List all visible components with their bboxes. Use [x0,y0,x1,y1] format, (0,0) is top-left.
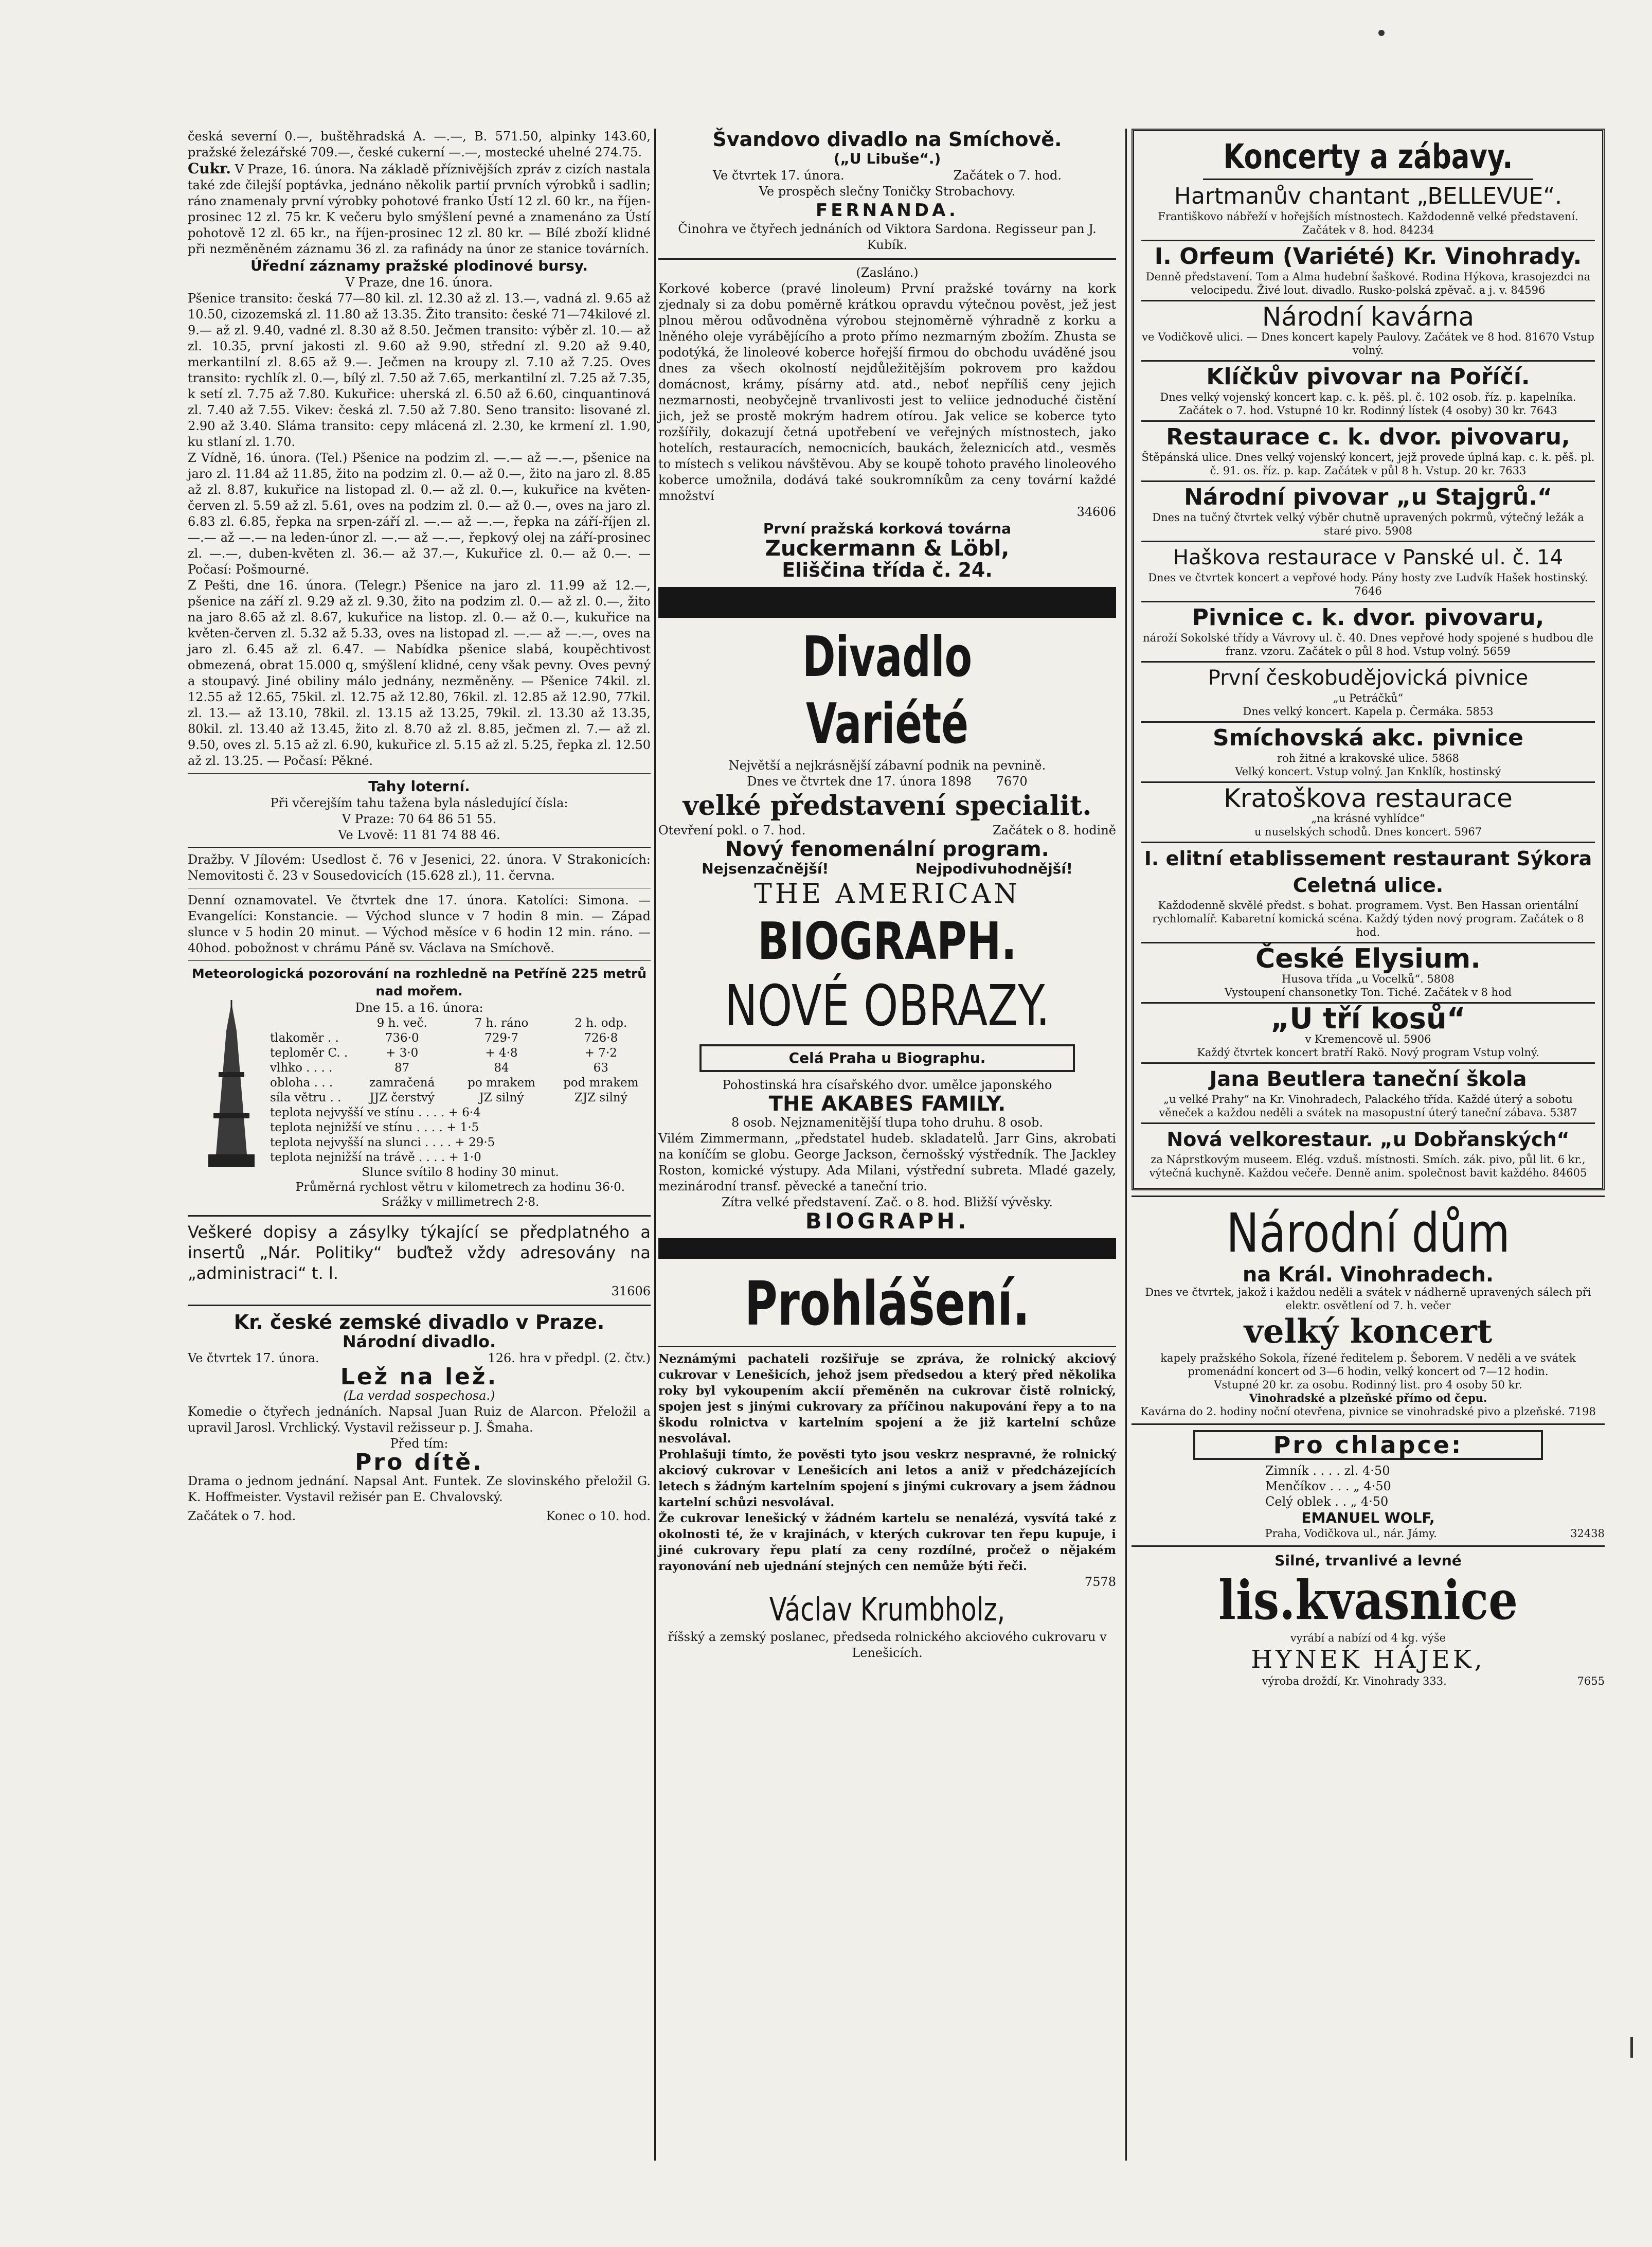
ad-line: roh žitné a krakovské ulice. 5868 [1277,752,1459,764]
meteo-extra-line: teplota nejnižší na trávě . . . . + 1·0 [270,1151,481,1164]
kvasnice-line: vyrábí a nabízí od 4 kg. výše [1290,1632,1446,1644]
meteo-row-label: síla větru . . [270,1091,342,1104]
meteo-cell: zamračená [369,1076,435,1090]
svanda-date-row [658,168,1116,184]
chlapce-title: Pro chlapce: [1273,1431,1463,1459]
svanda-date: Ve čtvrtek 17. února. [713,168,845,183]
cukr-text: V Praze, 16. února. Na základě příznivějších zpráv z cizích nastala také zde čilejší poptávka, jednáno několik partií prvních výrobků i sadlin; ráno znamenaly první výrobky pohotové franko Ústí 12 zl. 60 kr., na říjen-prosinec 12 zl. 75 kr. K večeru bylo smýšlení pevné a znamenáno za Ústí pohotově 12 zl. 65 kr., na říjen-prosinec 12 zl. 80 kr. — Bílé zboží klidné při nezměněném záznamu 36 zl. za rafinády na únor ze stanice továrních. [188,162,651,256]
divider [1132,1423,1605,1425]
divider [658,258,1116,260]
variete-host: Pohostinská hra císařského dvor. umělce japonského [722,1078,1052,1092]
meteo-extra-line: Průměrná rychlost větru v kilometrech za hodinu 36·0. [295,1181,625,1194]
ad-title: Národní kavárna [1262,302,1475,332]
theatre-play2-title: Pro dítě. [355,1449,483,1475]
ad-line: Denně představení. Tom a Alma hudební šaškové. Rodina Hýkova, krasojezdci na velocipedu. Živé lout. divadlo. Rusko-polská zpěvač. a j. v. 84596 [1145,271,1591,296]
middle-column [658,129,1116,1661]
divider [1132,1545,1605,1547]
ad-bellevue [1141,181,1595,241]
bursa-heading: Úřední záznamy pražské plodinové bursy. [250,257,588,274]
ad-kratoskova [1141,783,1595,843]
meteo-cell: 726·8 [584,1031,618,1045]
meteo-row-label: tlakoměr . . [270,1031,339,1045]
decorative-banner [658,587,1116,618]
variete-cela: Celá Praha u Biographu. [788,1049,986,1066]
variete-akabes: THE AKABES FAMILY. [768,1092,1006,1116]
prohlaseni-signature: Václav Krumbholz, [769,1591,1005,1628]
vienna-text: Z Vídně, 16. února. (Tel.) Pšenice na podzim zl. —.— až —.—, pšenice na jaro zl. 11.84 až 11.85, žito na podzim zl. 0.— až 0.—, žito na jaro zl. 8.85 až zl. 8.87, kukuřice na listopad zl. 0.— až zl. 0.—, kukuřice na květen-červen zl. 5.59 až zl. 5.61, oves na podzim zl. 0.— až 0.—, oves na jaro zl. 6.83 zl. 6.85, řepka na srpen-září zl. —.— až —.—, řepka na září-říjen zl. —.— až —.— na leden-únor zl. —.— až —.—, řepkový olej na září-prosinec zl. —.—, duben-květen zl. 36.— až 37.—, Kukuřice zl. 0.— až 0.—. — Počasí: Pošmourné. [188,451,651,577]
kvasnice-firm: HYNEK HÁJEK, [1251,1645,1485,1674]
column-rule-1 [654,129,656,2161]
variete-title: Divadlo Variété [802,625,973,756]
chlapce-address-row [1132,1527,1605,1540]
variete-line3b: Nejpodivuhodnější! [915,860,1073,877]
divider [188,1215,651,1217]
bursa-date: V Praze, dne 16. února. [345,275,493,290]
variete-biograph-2: BIOGRAPH. [805,1208,969,1234]
chlapce-number: 32438 [1570,1527,1605,1540]
variete-biograph: BIOGRAPH. [758,911,1017,971]
theatre-description-2: Drama o jednom jednání. Napsal Ant. Funtek. Ze slovinského přeložil G. K. Hoffmeister. Vystavil režisér pan E. Chvalovský. [188,1474,651,1504]
ad-u-tri-kosu [1141,1004,1595,1064]
theatre-play-subtitle: (La verdad sospechosa.) [343,1388,495,1403]
svanda-subheading: („U Libuše“.) [833,150,941,167]
drazby-text: Dražby. V Jílovém: Usedlost č. 76 v Jesenici, 22. února. V Strakonicích: Nemovitosti č. 23 v Sousedovicích (15.628 zl.), 11. června. [188,852,651,883]
ad-title: Pivnice c. k. dvor. pivovaru, [1192,604,1545,631]
korkove-firm-line2: Zuckermann & Löbl, [765,536,1010,561]
meteo-row-label: obloha . . . [270,1076,333,1090]
meteo-cell: 63 [593,1061,608,1075]
meteo-cell: po mrakem [468,1076,535,1090]
pest-text: Z Pešti, dne 16. února. (Telegr.) Pšenice na jaro zl. 11.99 až 12.—, pšenice na září zl. 9.29 až zl. 9.30, žito na podzim zl. 0.— až zl. 0.—, žito na jaro 8.65 až zl. 8.67, kukuřice na listop. zl. 0.— až 0.—, kukuřice na květen-červen zl. 5.32 až 5.33, oves na listopad zl. —.— až —.—, oves na jaro zl. 6.45 až zl. 6.47. — Nabídka pšenice slabá, koupěchtivost obmezená, obrat 15.000 q, smýšlení klidné, ceny však pevny. Oves pevný a stoupavý. Jiné obiliny málo jednány, nezměněny. — Pšenice 74kil. zl. 12.55 až 12.65, 75kil. zl. 12.75 až 12.80, 76kil. zl. 12.85 až 12.90, 77kil. zl. 13.— až 13.10, 78kil. zl. 13.15 až 13.25, 79kil. zl. 13.30 až 13.35, 80kil. zl. 13.40 až 13.45, žito zl. 8.70 až zl. 8.85, ječmen zl. 7.— až zl. 9.50, oves zl. 5.15 až zl. 6.90, kukuřice zl. 5.15 až zl. 5.25, řepka zl. 12.50 až zl. 13.25. — Počasí: Pěkné. [188,578,651,768]
lottery-lvove [188,827,651,843]
meteo-col-2: 7 h. ráno [474,1016,529,1030]
kvasnice-title: lis.kvasnice [1218,1568,1518,1632]
svanda-benefit: Ve prospěch slečny Toničky Strobachovy. [759,184,1016,199]
ad-line: Velký koncert. Vstup volný. Jan Knklík, hostinský [1235,765,1501,778]
variete-cela-box [699,1044,1075,1072]
chlapce-item: Celý oblek . . „ 4·50 [1265,1494,1389,1509]
meteo-cell: JJZ čerstvý [369,1091,435,1104]
ad-line: Každodenně skvělé předst. s bohat. programem. Vyst. Ben Hassan orientální rychlomalíř. Kabaretní komická scéna. Každý týden nový program. Začátek o 8 hod. [1152,899,1584,938]
meteo-extra-line: teplota nejnižší ve stínu . . . . + 1·5 [270,1121,479,1134]
ad-smichovska [1141,723,1595,783]
variete-american: THE AMERICAN [754,879,1020,909]
ad-title: Hartmanův chantant „BELLEVUE“. [1174,183,1563,209]
ad-title: České Elysium. [1255,943,1481,974]
variete-line2 [658,774,1116,790]
variete-8-osob: 8 osob. Nejznamenitější tlupa toho druhu. 8 osob. [731,1115,1044,1130]
variete-nove-obrazy: NOVÉ OBRAZY. [724,973,1050,1039]
meteo-extra [270,1105,651,1210]
lottery-praze-label: V Praze: [342,812,394,826]
divider [1203,179,1533,180]
ad-pivnice-dvor [1141,602,1595,663]
meteo-extra-line: teplota nejvyšší na slunci . . . . + 29·5 [270,1136,495,1149]
narodni-dum-text-1: Dnes ve čtvrtek, jakož i každou neděli a svátek v nádherně upravených sálech při elektr. osvětlení od 7. h. večer [1145,1286,1591,1312]
decorative-banner [658,1238,1116,1259]
margin-mark [1630,2037,1633,2058]
prohlaseni-title: Prohlášení. [744,1268,1030,1339]
ad-dobranskych [1141,1124,1595,1183]
chlapce-list [1265,1463,1605,1509]
theatre-before: Před tím: [390,1436,448,1451]
ad-line: Františkovo nábřeží v hořejších místnostech. Každodenně velké představení. Začátek v 8. hod. 84234 [1158,210,1578,236]
lottery-intro: Při včerejším tahu tažena byla následující čísla: [270,796,568,810]
divider [188,1305,651,1306]
meteo-cell: 729·7 [484,1031,518,1045]
svanda-start: Začátek o 7. hod. [953,168,1062,183]
meteo-cell: + 3·0 [386,1046,419,1060]
prohlaseni-signature-title: říšský a zemský poslanec, předseda rolnického akciového cukrovaru v Lenešicích. [668,1630,1107,1660]
ad-line: Každý čtvrtek koncert bratří Rakö. Nový program Vstup volný. [1197,1046,1539,1059]
korkove-number: 34606 [1076,505,1116,519]
narodni-dum-text-3: Vstupné 20 kr. za osobu. Rodinný list. pro 4 osoby 50 kr. [1214,1379,1522,1391]
ad-line: za Náprstkovým museem. Elég. vzduš. místnosti. Smích. zák. pivo, půl lit. 6 kr., výtečná kuchyně. Každou večeře. Denně anim. společnost bavit každého. 84605 [1149,1153,1587,1179]
notice-number: 31606 [611,1284,651,1298]
prohlaseni-number: 7578 [1084,1575,1116,1589]
meteo-row-label: teploměr C. . [270,1046,348,1060]
variete-zitra: Zítra velké představení. Zač. o 8. hod. Bližší vývěsky. [722,1195,1053,1209]
meteo-cell: pod mrakem [563,1076,639,1090]
lottery-lvove-label: Ve Lvově: [338,828,399,842]
ad-line: Dnes ve čtvrtek koncert a vepřové hody. Pány hosty zve Ludvík Hašek hostinský. 7646 [1148,572,1588,597]
ad-line: „na krásné vyhlídce“ [1311,812,1425,825]
meteo-col-3: 2 h. odp. [574,1016,627,1030]
variete-description: Vilém Zimmermann, „předstatel hudeb. skladatelů. Jarr Gins, akrobati na koníčím se globu. George Jackson, černošský výstředník. The Jackley Roston, komické výstupy. Ada Milani, výstřední subreta. Mladé gazely, mezinárodní transf. pěvecké a taneční trio. [658,1131,1116,1193]
chlapce-firm: EMANUEL WOLF, [1301,1509,1435,1526]
administration-notice: Veškeré dopisy a zásylky týkající se předplatného a insertů „Nár. Politiky“ buďtež vždy adresovány na „administraci“ t. l. [188,1222,651,1283]
narodni-dum-sub: na Král. Vinohradech. [1242,1263,1494,1287]
cukr-section [188,160,651,257]
meteo-extra-line: teplota nejvyšší ve stínu . . . . + 6·4 [270,1106,481,1119]
ad-line: v Kremencově ul. 5906 [1305,1033,1431,1045]
narodni-dum-text-2: kapely pražského Sokola, řízené ředitelem p. Šeborem. V neděli a ve svátek promenádní koncert od 3—6 hodin, velký koncert od 7—12 hodin. [1160,1352,1576,1378]
meteo-table [270,1016,651,1105]
ad-title: Jana Beutlera taneční škola [1209,1067,1527,1091]
prohlaseni-text-1: Neznámými pachateli rozšiřuje se zpráva, že rolnický akciový cukrovar v Lenešicích, jehož jsem předsedou a který před několika roky byl vykoupením akcií přeměněn na cukrovar čistě rolnický, spojen jest s jinými cukrovary za příčinou nakupování řepy a to na škodu rolnictva v kartelním spojení a že již kartelní schůze nesvolával. [658,1352,1116,1446]
chlapce-item: Menčíkov . . . „ 4·50 [1265,1479,1391,1493]
chlapce-title-box [1193,1430,1543,1460]
narodni-dum-text-5: Kavárna do 2. hodiny noční otevřena, pivnice se vinohradské pivo a plzeňské. 7198 [1140,1405,1596,1418]
kvasnice-number: 7655 [1577,1675,1605,1687]
ad-line: Štěpánská ulice. Dnes velký vojenský koncert, jejž provede úplná kap. c. k. pěš. pl. č. 91. os. říz. p. kap. Začátek v půl 8 h. Vstup. 20 kr. 7633 [1141,451,1595,477]
theatre-end: Konec o 10. hod. [546,1509,651,1523]
variete-start: Začátek o 8. hodině [993,823,1116,837]
meteo-block [188,1000,651,1210]
meteo-row-label: vlhko . . . . [270,1061,333,1075]
lottery-heading: Tahy loterní. [368,778,470,795]
korkove-text: Korkové koberce (pravé linoleum) První pražské továrny na kork zjednaly si za dobu poměrně krátkou opravdu výtečnou pověst, jež jest plnou měrou odůvodněna výrobou stejnoměrně výhradně z korku a lněného oleje vyrábějícího a proto přímo nezmarným zbožím. Zhusta se podotýká, že linoleové koberce hořejší firmou do obchodu uváděné jsou dnes za všech okolností nejdůležitějším pokrovem pro každou domácnost, krámy, písárny atd. atd., neboť nepříliš ceny jejich nezmarnosti, neobyčejně trvanlivosti jest to veliice jednoduché čistění jich, jež se prostě mokrým hadrem otírou. Jak velice se koberce tyto rozšířily, dokazují četná upotřebení ve veřejných místnostech, jako hotelích, restauracích, nemocnicích, baukách, železnicích atd., vesměs to místech s velikou návštěvou. Aby se koupě tohoto pravého linoleového koberce umožnila, dodává také soukromníkům za ceny tovární každé množství [658,281,1116,503]
chlapce-address: Praha, Vodičkova ul., nár. Jámy. [1265,1527,1437,1540]
narodni-dum-title: Národní dům [1226,1202,1510,1264]
market-intro: česká severní 0.—, buštěhradská A. —.—, B. 571.50, alpinky 143.60, pražské železářské 709.—, české cukerní —.—, mostecké uhelné 274.75. [188,129,651,159]
bursa-text: Pšenice transito: česká 77—80 kil. zl. 12.30 až zl. 13.—, vadná zl. 9.65 až 10.50, cizozemská zl. 11.80 až 13.35. Žito transito: české 71—74kilové zl. 9.— až zl. 9.40, vadné zl. 8.30 až 8.50. Ječmen transito: výběr zl. 10.— až zl. 10.35, první jakosti zl. 9.60 až 9.90, střední zl. 9.20 až 9.40, merkantilní zl. 8.65 až 9.—. Ječmen na kroupy zl. 7.10 až 7.25. Oves transito: rychlík zl. 0.—, bílý zl. 7.50 až 7.65, merkantilní zl. 7.25 až 7.35, k setí zl. 7.75 až 7.80. Kukuřice: uherská zl. 6.50 až 6.60, cinquantinová zl. 7.40 až 7.55. Vikev: česká zl. 7.50 až 7.80. Seno transito: lisované zl. 2.90 až 3.40. Sláma transito: cepy mlácená zl. 2.30, ke krmení zl. 1.90, ku stlaní zl. 1.70. [188,291,651,449]
meteo-date: Dne 15. a 16. února: [355,1001,483,1015]
variete-line3a: Nejsenzačnější! [702,860,829,877]
lottery-praze [188,811,651,827]
ad-title: I. elitní etablissement restaurant Sýkora Celetná ulice. [1144,847,1592,897]
theatre-times [188,1508,651,1524]
ad-elitni [1141,843,1595,943]
lottery-lvove-numbers: 11 81 74 88 46. [402,828,500,842]
ad-title: Haškova restaurace v Panské ul. č. 14 [1173,546,1564,569]
ad-title: První českobudějovická pivnice [1208,666,1529,690]
theatre-description: Komedie o čtyřech jednáních. Napsal Juan Ruiz de Alarcon. Přeložil a upravil Jarosl. Vrchlický. Vystavil režisseur p. J. Šmaha. [188,1404,651,1435]
ad-ceske-elysium [1141,943,1595,1004]
prohlaseni-text-2: Prohlašuji tímto, že pověsti tyto jsou veskrz nespravné, že rolnický akciový cukrovar v Lenešicích ani letos a aniž v předcházejících letech s žádným kartelním spojení s jinými cukrovary a jsem žádnou kartelní schůzi nesvolával. [658,1448,1116,1509]
ad-title: Kratoškova restaurace [1224,783,1513,813]
ad-line: Vystoupení chansonetky Ton. Tiché. Začátek v 8 hod [1224,986,1512,998]
meteo-cell: + 7·2 [584,1046,617,1060]
right-column [1132,129,1605,1688]
ad-line: ve Vodičkově ulici. — Dnes koncert kapely Paulovy. Začátek ve 8 hod. 81670 Vstup volný. [1142,331,1594,356]
theatre-performance: 126. hra v předpl. (2. čtv.) [488,1351,651,1365]
korkove-firm-line1: První pražská korková továrna [763,520,1012,537]
ad-beutler [1141,1064,1595,1124]
ad-title: Smíchovská akc. pivnice [1212,725,1524,751]
divider [658,1346,1116,1347]
chlapce-item: Zimník . . . . zl. 4·50 [1265,1464,1390,1478]
svanda-description: Činohra ve čtyřech jednáních od Viktora Sardona. Regisseur pan J. Kubík. [678,222,1097,252]
ad-title: Národní pivovar „u Stajgrů.“ [1184,484,1552,510]
prohlaseni-text-3: Že cukrovar lenešický v žádném kartelu se nenalézá, vysvítá také z okolnosti té, že v krajinách, v kterých cukrovar ten řepu kupuje, i jiné cukrovary řepu platí za ceny rozdílné, pročež o nějakém rayonování neb ujednání stejných cen nemůže býti řeči. [658,1511,1116,1573]
divider [1132,1196,1605,1197]
kvasnice-top: Silné, trvanlivé a levné [1274,1552,1462,1569]
petrin-tower-illustration [198,1000,265,1170]
variete-number: 7670 [996,774,1028,789]
narodni-dum-koncert: velký koncert [1244,1312,1493,1351]
ad-ceskobudejovicka [1141,663,1595,723]
theatre-heading: Kr. české zemské divadlo v Praze. [234,1311,605,1333]
ad-orfeum [1141,241,1595,301]
meteo-cell: + 4·8 [485,1046,518,1060]
cukr-heading: Cukr. [188,160,231,177]
variete-big-show: velké představení specialit. [683,790,1092,822]
kvasnice-address: výroba droždí, Kr. Vinohrady 333. [1262,1675,1447,1687]
ad-haskova [1141,542,1595,602]
theatre-date: Ve čtvrtek 17. února. [188,1351,319,1365]
korkove-firm-line3: Eliščina třída č. 24. [782,559,993,581]
theatre-play-title: Lež na lež. [340,1364,498,1390]
ad-line: u nuselských schodů. Dnes koncert. 5967 [1254,826,1482,838]
ad-title: I. Orfeum (Variété) Kr. Vinohrady. [1154,243,1582,270]
variete-program: Nový fenomenální program. [725,837,1049,861]
ad-line: Husova třída „u Vocelků“. 5808 [1282,973,1455,985]
svanda-play: FERNANDA. [816,200,959,221]
zaslano: (Zasláno.) [856,265,919,280]
ad-klickuv-pivovar [1141,362,1595,422]
ad-restaurace-dvor [1141,422,1595,482]
ad-title: Klíčkův pivovar na Poříčí. [1206,364,1530,390]
meteo-col-1: 9 h. več. [376,1016,427,1030]
meteo-extra-line: Srážky v millimetrech 2·8. [381,1196,540,1209]
ad-line: „u Petráčků“ [1333,692,1404,704]
lottery-praze-numbers: 70 64 86 51 55. [398,812,497,826]
svanda-heading: Švandovo divadlo na Smíchově. [712,128,1062,151]
koncerty-box [1132,129,1605,1190]
kvasnice-address-row [1132,1674,1605,1688]
ad-line: Dnes velký koncert. Kapela p. Čermáka. 5853 [1243,705,1494,718]
meteo-heading: Meteorologická pozorování na rozhledně na Petříně 225 metrů nad mořem. [191,966,647,998]
left-column [188,129,651,1524]
ad-line: nároží Sokolské třídy a Vávrovy ul. č. 40. Dnes vepřové hody spojené s hudbou dle franz. vzoru. Začátek o půl 8 hod. Vstup volný. 5659 [1143,632,1593,657]
variete-date: Dnes ve čtvrtek dne 17. února 1898 [747,774,972,789]
variete-open: Otevření pokl. o 7. hod. [658,823,806,837]
ad-title: Restaurace c. k. dvor. pivovaru, [1166,424,1570,450]
ad-narodni-kavarna [1141,301,1595,362]
ad-line: Dnes na tučný čtvrtek velký výběr chutně upravených pokrmů, výtečný ležák a staré pivo. 5908 [1152,511,1584,537]
meteo-cell: 736·0 [385,1031,419,1045]
variete-line1: Největší a nejkrásnější zábavní podnik na pevnině. [728,758,1046,773]
denni-oznamovatel: Denní oznamovatel. Ve čtvrtek dne 17. února. Katolíci: Simona. — Evangelíci: Konstancie. — Východ slunce v 7 hodin 8 min. — Západ slunce v 5 hodin 20 minut. — Východ měsíce v 6 hodin 12 min. ráno. — 40hod. pobožnost v chrámu Páně sv. Václava na Smíchově. [188,893,651,955]
meteo-cell: 84 [494,1061,509,1075]
variete-line3 [658,860,1116,878]
meteo-extra-line: Slunce svítilo 8 hodiny 30 minut. [362,1166,559,1179]
ad-line: „u velké Prahy“ na Kr. Vinohradech, Palackého třída. Každé úterý a sobotu věneček a každou neděli a svátek na masopustní úterý taneční zábava. 5387 [1159,1093,1577,1119]
ink-dot [1378,30,1385,36]
meteo-cell: ZJZ silný [574,1091,627,1104]
meteo-cell: 87 [394,1061,410,1075]
meteo-cell: JZ silný [479,1091,524,1104]
variete-times [658,823,1116,839]
theatre-start: Začátek o 7. hod. [188,1509,296,1523]
divider [188,960,651,961]
ad-title: Nová velkorestaur. „u Dobřanských“ [1166,1128,1570,1151]
divider [188,773,651,774]
divider [188,847,651,848]
theatre-subheading: Národní divadlo. [342,1332,496,1351]
koncerty-heading: Koncerty a zábavy. [1223,137,1513,176]
narodni-dum-text-4: Vinohradské a plzeňské přímo od čepu. [1249,1392,1487,1404]
ad-line: Dnes velký vojenský koncert kap. c. k. pěš. pl. č. 102 osob. říz. p. kapelníka. Začátek o 7. hod. Vstupné 10 kr. Rodinný lístek (4 osoby) 30 kr. 7643 [1160,391,1576,417]
ad-stajgru [1141,482,1595,542]
column-rule-2 [1125,129,1127,2161]
ad-title: „U tří kosů“ [1270,1002,1466,1036]
